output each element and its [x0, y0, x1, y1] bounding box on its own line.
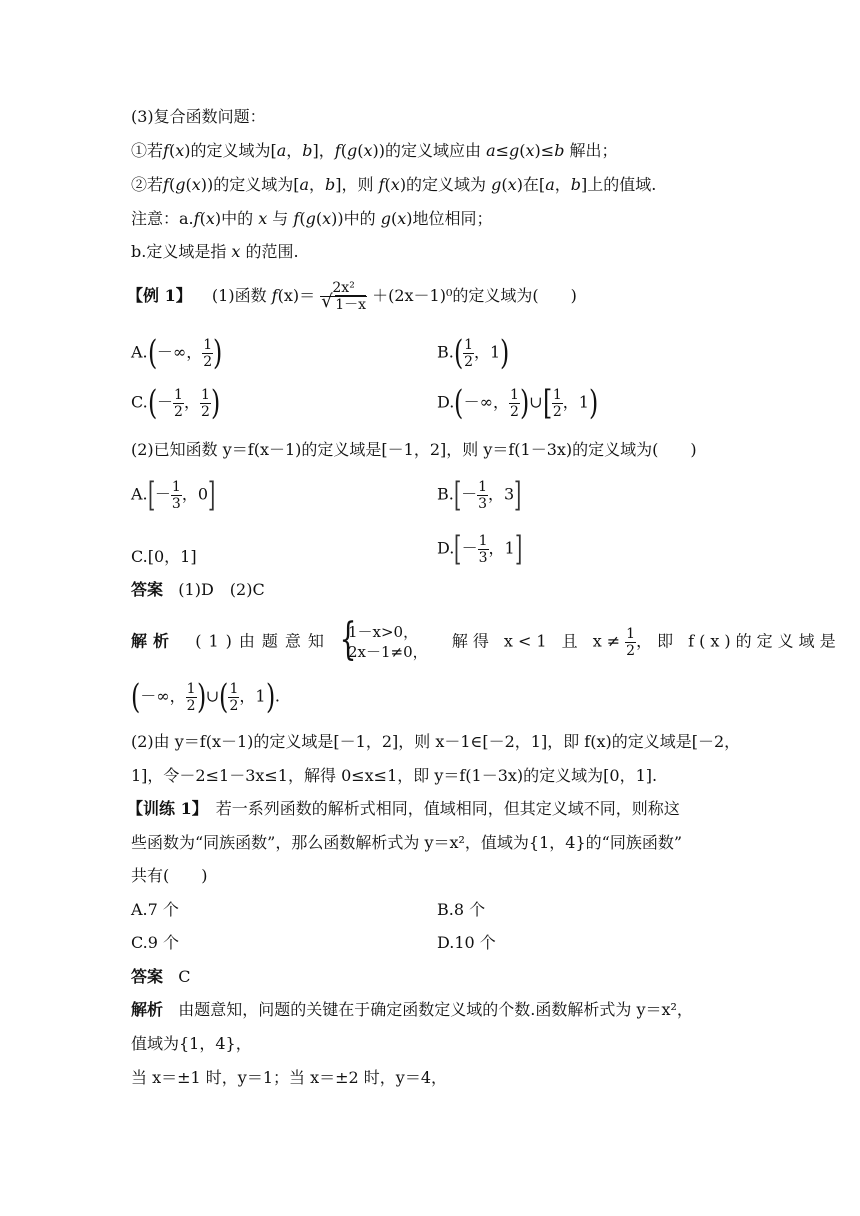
option-text: A.7 个: [131, 900, 179, 919]
option-label: C.: [131, 392, 148, 412]
text: b: [325, 175, 336, 194]
text: (: [185, 175, 192, 194]
answer-text: (1)D (2)C: [178, 580, 265, 599]
brace-icon: {: [339, 614, 357, 665]
denominator: [320, 291, 367, 313]
text: ))的定义域应由: [372, 141, 487, 160]
training-analysis-line-3: [131, 1068, 447, 1088]
training-analysis-line-2: [131, 1034, 252, 1054]
bracket-icon: ): [196, 677, 206, 717]
section-heading: [131, 107, 266, 127]
answer-text: C: [178, 967, 191, 986]
option-b[interactable]: [437, 333, 510, 373]
text: (3)复合函数问题：: [131, 107, 266, 126]
text: 注意：a.: [131, 209, 194, 228]
numerator: 1: [174, 386, 183, 403]
bracket-icon: ): [213, 333, 223, 373]
text: b: [554, 141, 565, 160]
text: g: [491, 175, 502, 194]
training-analysis-line-1: [131, 1000, 693, 1020]
rule-line-2: [131, 175, 656, 195]
text: －∞，: [156, 342, 203, 362]
option-text: B.8 个: [437, 900, 486, 919]
denominator: 2: [626, 642, 636, 659]
fraction: [186, 681, 197, 714]
fraction: [552, 387, 563, 420]
text: g: [305, 209, 316, 228]
text: (: [299, 209, 306, 228]
option-text: C.9 个: [131, 933, 180, 952]
note-line-2: [131, 242, 299, 262]
fraction: [625, 626, 636, 659]
text: (: [357, 141, 364, 160]
training-answer-line: [131, 967, 191, 987]
text: ①若: [131, 141, 164, 160]
equation-1: 1－x>0，: [347, 623, 419, 641]
text: f: [193, 209, 200, 228]
text: ，: [183, 392, 200, 412]
option-2-c[interactable]: [131, 547, 197, 567]
text: f: [271, 286, 278, 305]
example-label: 【例 1】: [127, 286, 192, 305]
fraction: [320, 280, 367, 313]
text: f: [378, 175, 385, 194]
fraction: [171, 479, 182, 512]
option-c[interactable]: [131, 383, 221, 423]
text: －: [154, 484, 171, 504]
text: )的定义域为: [399, 175, 492, 194]
bracket-icon: (: [219, 677, 229, 717]
text: x: [231, 242, 241, 261]
text: x: [175, 141, 185, 160]
text: (: [390, 209, 398, 228]
text: 由题意知，问题的关键在于确定函数定义域的个数.函数解析式为 y＝x²，: [178, 1000, 693, 1019]
text: )地位相同；: [406, 209, 493, 228]
fraction: [200, 387, 211, 420]
equation-2: 2x－1≠0，: [347, 643, 428, 661]
rule-line-1: [131, 141, 618, 161]
text: ，: [286, 141, 303, 160]
text: .: [274, 686, 280, 706]
answer-label: 答案: [131, 580, 164, 599]
text: x: [525, 141, 535, 160]
bracket-icon: ): [210, 383, 221, 423]
text: f: [293, 209, 300, 228]
bracket-icon: ]: [514, 529, 523, 569]
option-label: B.: [437, 484, 454, 504]
numerator: 1: [464, 336, 474, 353]
text: －: [461, 538, 478, 558]
bracket-icon: (: [453, 333, 464, 373]
bracket-icon: ): [588, 383, 599, 423]
equation-system: [336, 614, 428, 665]
numerator: 1: [626, 625, 636, 642]
option-label: A.: [131, 484, 148, 504]
option-2-b[interactable]: [437, 475, 522, 515]
text: (: [519, 141, 526, 160]
text: g: [509, 141, 520, 160]
numerator: 1: [200, 386, 210, 403]
text: a: [545, 175, 555, 194]
numerator: 1: [171, 478, 181, 495]
option-label: D.: [437, 538, 455, 558]
text: ]，则: [335, 175, 379, 194]
text: a: [299, 175, 309, 194]
bracket-icon: ]: [208, 475, 216, 515]
text: ，0: [181, 484, 209, 504]
denominator: 3: [478, 549, 488, 566]
training-option-d[interactable]: [437, 933, 496, 953]
text: x: [507, 175, 517, 194]
text: ))中的: [331, 209, 381, 228]
radical-icon: √: [321, 291, 333, 312]
text: ，: [554, 175, 571, 194]
option-2-d[interactable]: [437, 529, 523, 569]
text: 1]，令－2≤1－3x≤1，解得 0≤x≤1，即 y＝f(1－3x)的定义域为[0，1].: [131, 766, 658, 785]
text: ＋(2x－1)⁰的定义域为( ): [372, 286, 577, 305]
text: (1)由题意知: [195, 631, 331, 651]
text: x: [205, 209, 215, 228]
bracket-icon: ): [519, 383, 530, 423]
text: a: [276, 141, 287, 160]
text: (: [168, 141, 176, 160]
numerator: 1: [186, 680, 196, 697]
text: ))的定义域为[: [200, 175, 300, 194]
numerator: 1: [478, 478, 488, 495]
text: b: [302, 141, 313, 160]
text: ≤: [495, 141, 510, 160]
bracket-icon: [: [454, 529, 462, 569]
text: 若一系列函数的解析式相同，值域相同，但其定义域不同，则称这: [199, 799, 680, 818]
text: －: [461, 484, 478, 504]
text: (: [340, 141, 347, 160]
answer-label: 答案: [131, 967, 164, 986]
text: 值域为{1，4}，: [131, 1034, 252, 1053]
text: ，1: [488, 538, 515, 558]
example-1-question-1: [127, 280, 577, 313]
training-label: 【训练 1】: [127, 799, 200, 818]
denominator: 3: [171, 495, 181, 512]
text: )中的: [214, 209, 259, 228]
text: )的定义域为[: [184, 141, 277, 160]
text: f: [163, 141, 169, 160]
denominator: 2: [186, 697, 196, 714]
numerator: 1: [509, 386, 519, 403]
text: －∞，: [463, 392, 509, 412]
text: g: [380, 209, 391, 228]
numerator: 1: [203, 336, 213, 353]
text: ，即 f(x)的定义域是: [636, 631, 841, 651]
training-1-line-3: [131, 866, 208, 886]
denominator: 2: [203, 353, 213, 370]
text: ，1: [239, 686, 266, 706]
text: x: [390, 175, 400, 194]
bracket-icon: [: [453, 475, 462, 515]
option-2-a[interactable]: [131, 475, 216, 515]
option-text: C.[0，1]: [131, 547, 197, 566]
text: 当 x＝±1 时，y＝1；当 x＝±2 时，y＝4，: [131, 1068, 448, 1087]
text: (1)函数: [211, 286, 272, 305]
text: x: [191, 175, 201, 194]
text: (: [501, 175, 508, 194]
text: 解出；: [564, 141, 618, 160]
note-line-1: [131, 209, 492, 229]
text: ，: [309, 175, 326, 194]
text: x: [363, 141, 373, 160]
radicand: 1－x: [335, 297, 367, 313]
numerator: 2x²: [332, 280, 355, 296]
analysis-label: 解析: [131, 1000, 164, 1019]
text: x: [258, 209, 268, 228]
text: ，1: [562, 392, 589, 412]
denominator: 2: [200, 403, 210, 420]
union-symbol: ∪: [205, 686, 220, 706]
bracket-icon: (: [454, 383, 464, 423]
text: (: [315, 209, 323, 228]
bracket-icon: [: [147, 475, 155, 515]
text: b.定义域是指: [131, 242, 232, 261]
example-1-question-2: [131, 440, 697, 460]
analysis-line-3: [131, 766, 657, 786]
denominator: 3: [478, 495, 488, 512]
bracket-icon: (: [130, 677, 141, 717]
fraction: [477, 479, 488, 512]
text: 些函数为“同族函数”，那么函数解析式为 y＝x²，值域为{1，4}的“同族函数”: [131, 833, 683, 852]
text: x: [397, 209, 407, 228]
option-text: D.10 个: [437, 933, 496, 952]
text: (2)已知函数 y＝f(x－1)的定义域是[－1，2]，则 y＝f(1－3x)的定义域为( ): [131, 440, 697, 459]
analysis-line-2: [131, 732, 740, 752]
text: g: [346, 141, 358, 160]
denominator: 2: [509, 403, 519, 420]
sqrt: [321, 291, 367, 313]
bracket-icon: ): [500, 333, 510, 373]
text: ]，: [312, 141, 335, 160]
training-option-b[interactable]: [437, 900, 485, 920]
text: (: [384, 175, 391, 194]
text: 与: [267, 209, 294, 228]
analysis-line-1: [131, 614, 841, 665]
text: (: [168, 175, 176, 194]
option-label: A.: [131, 342, 148, 362]
text: 共有( ): [131, 866, 208, 885]
analysis-line-1b: [130, 677, 280, 717]
training-1-line-2: [131, 833, 682, 853]
fraction: [173, 387, 184, 420]
option-a[interactable]: [131, 333, 223, 373]
numerator: 1: [552, 386, 562, 403]
text: 的范围.: [240, 242, 299, 261]
fraction: [463, 337, 474, 370]
text: )≤: [534, 141, 555, 160]
text: ，1: [474, 342, 501, 362]
text: x: [322, 209, 332, 228]
text: ②若: [131, 175, 164, 194]
denominator: 2: [174, 403, 183, 420]
denominator: 2: [464, 353, 474, 370]
bracket-icon: (: [147, 333, 157, 373]
numerator: 1: [229, 680, 239, 697]
option-label: D.: [437, 392, 455, 412]
text: ，3: [488, 484, 515, 504]
bracket-icon: ]: [514, 475, 522, 515]
text: f: [163, 175, 169, 194]
option-label: B.: [437, 342, 454, 362]
denominator: 2: [552, 403, 562, 420]
text: (: [199, 209, 206, 228]
fraction: [228, 681, 239, 714]
text: g: [175, 175, 186, 194]
training-option-c[interactable]: [131, 933, 179, 953]
text: －: [157, 392, 174, 412]
fraction: [509, 387, 520, 420]
fraction: [478, 533, 489, 566]
training-1-line-1: [127, 799, 680, 819]
training-option-a[interactable]: [131, 900, 179, 920]
text: 解得 x<1 且 x≠: [451, 631, 626, 651]
text: ]上的值域.: [581, 175, 657, 194]
option-d[interactable]: [437, 383, 599, 423]
text: )在[: [516, 175, 546, 194]
text: a: [486, 141, 496, 160]
denominator: 2: [229, 697, 239, 714]
bracket-icon: ): [265, 677, 275, 717]
analysis-label: 解析: [131, 631, 176, 651]
text: (x)＝: [277, 286, 316, 305]
fraction: [202, 337, 213, 370]
numerator: 1: [478, 532, 488, 549]
text: －∞，: [140, 686, 186, 706]
answer-line: [131, 580, 265, 600]
union-symbol: ∪: [529, 392, 543, 412]
bracket-icon: (: [147, 383, 158, 423]
text: b: [570, 175, 581, 194]
bracket-icon: [: [542, 383, 552, 423]
text: (2)由 y＝f(x－1)的定义域是[－1，2]，则 x－1∈[－2，1]，即 f(x)的定义域是[－2，: [131, 732, 741, 751]
text: f: [334, 141, 341, 160]
